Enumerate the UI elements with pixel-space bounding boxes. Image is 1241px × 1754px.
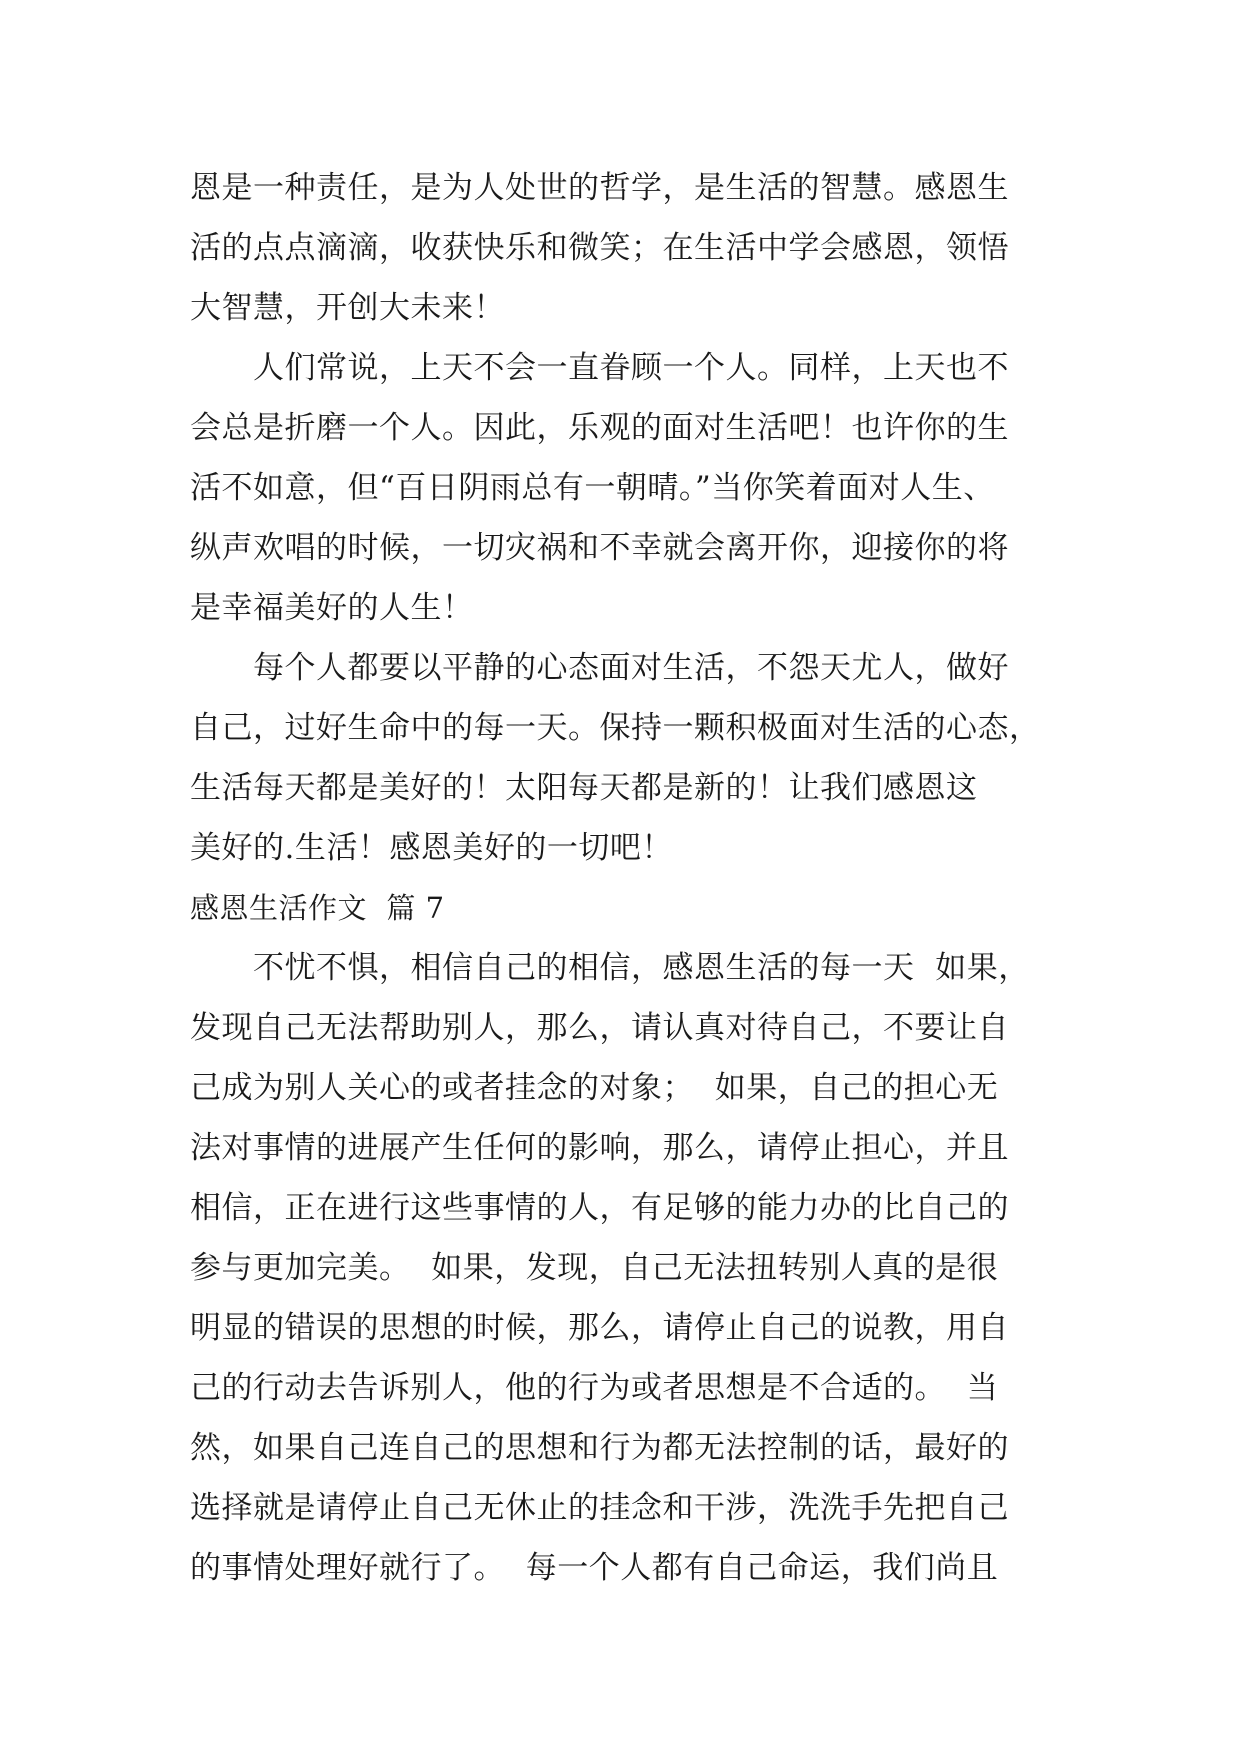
- text-line: 人们常说，上天不会一直眷顾一个人。同样，上天也不: [190, 350, 1009, 386]
- text-line: 参与更加完美。 如果，发现，自己无法扭转别人真的是很: [190, 1250, 999, 1286]
- text-line: 美好的.生活！感恩美好的一切吧！: [190, 830, 673, 866]
- text-line: 自己，过好生命中的每一天。保持一颗积极面对生活的心态，: [190, 710, 1041, 746]
- text-line: 生活每天都是美好的！太阳每天都是新的！让我们感恩这: [190, 770, 978, 806]
- text-line: 相信，正在进行这些事情的人，有足够的能力办的比自己的: [190, 1190, 1009, 1226]
- text-line: 己成为别人关心的或者挂念的对象； 如果，自己的担心无: [190, 1070, 999, 1106]
- text-line: 活的点点滴滴，收获快乐和微笑；在生活中学会感恩，领悟: [190, 230, 1009, 266]
- text-line: 不忧不惧，相信自己的相信，感恩生活的每一天 如果，: [190, 950, 1030, 986]
- text-line: 会总是折磨一个人。因此，乐观的面对生活吧！也许你的生: [190, 410, 1009, 446]
- section-heading: 感恩生活作文 篇 7: [190, 891, 445, 925]
- text-line: 是幸福美好的人生！: [190, 590, 474, 626]
- text-line: 的事情处理好就行了。 每一个人都有自己命运，我们尚且: [190, 1550, 999, 1586]
- text-line: 然，如果自己连自己的思想和行为都无法控制的话，最好的: [190, 1430, 1009, 1466]
- document-body: [190, 158, 1050, 1598]
- text-line: 活不如意，但“百日阴雨总有一朝晴。”当你笑着面对人生、: [190, 470, 995, 506]
- text-line: 己的行动去告诉别人，他的行为或者思想是不合适的。 当: [190, 1370, 999, 1406]
- text-line: 恩是一种责任，是为人处世的哲学，是生活的智慧。感恩生: [190, 170, 1009, 206]
- text-line: 纵声欢唱的时候，一切灾祸和不幸就会离开你，迎接你的将: [190, 530, 1009, 566]
- text-line: 明显的错误的思想的时候，那么，请停止自己的说教，用自: [190, 1310, 1009, 1346]
- text-line: 每个人都要以平静的心态面对生活，不怨天尤人，做好: [190, 650, 1009, 686]
- text-line: 大智慧，开创大未来！: [190, 290, 505, 326]
- text-line: 法对事情的进展产生任何的影响，那么，请停止担心，并且: [190, 1130, 1009, 1166]
- text-line: 发现自己无法帮助别人，那么，请认真对待自己，不要让自: [190, 1010, 1009, 1046]
- text-line: 选择就是请停止自己无休止的挂念和干涉，洗洗手先把自己: [190, 1490, 1009, 1526]
